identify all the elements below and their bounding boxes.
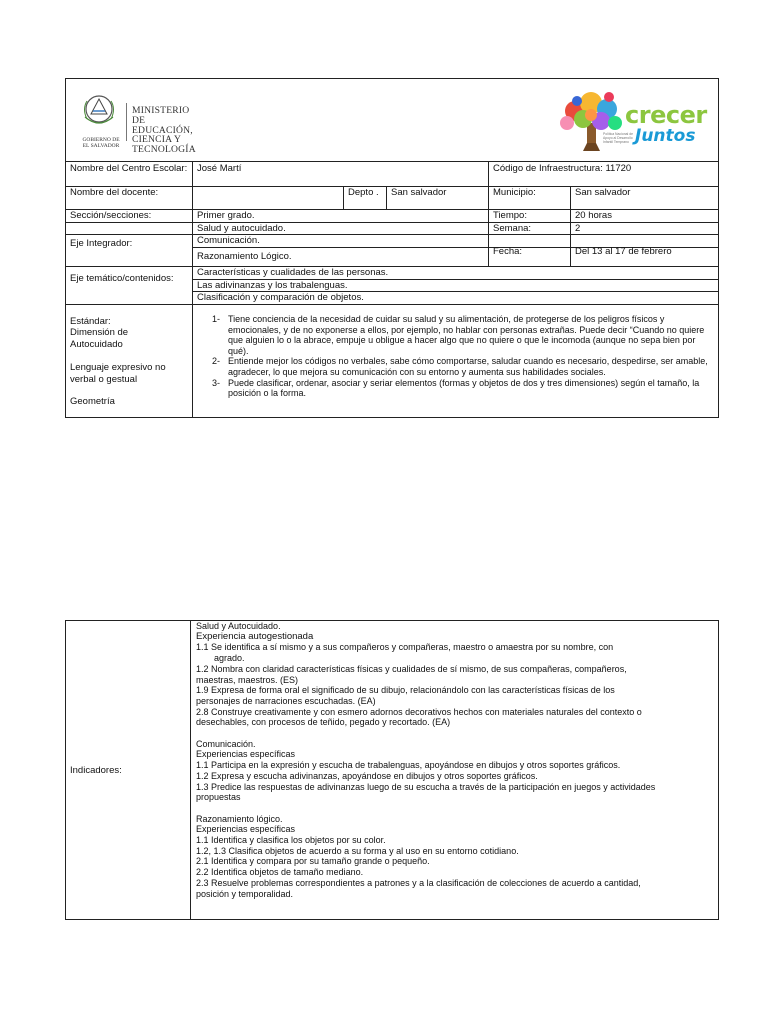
government-line: EL SALVADOR (82, 143, 120, 149)
docente-label: Nombre del docente: (70, 187, 159, 198)
indicator-line: 1.1 Identifica y clasifica los objetos por su color. (196, 835, 386, 846)
eje-integrador-label: Eje Integrador: (70, 238, 133, 249)
crecer-juntos-logo (553, 89, 713, 155)
indicators-content (196, 621, 716, 899)
indicators-table (65, 620, 719, 920)
juntos-wordmark: Juntos (635, 126, 696, 146)
indicator-line: 2.3 Resuelve problemas correspondientes a patrones y a la clasificación de colecciones de acuerdo a cantidad, (196, 877, 641, 888)
indicator-line: personajes de narraciones escuchadas. (EA) (196, 695, 376, 706)
tree-icon (553, 89, 629, 155)
depto-value: San salvador (391, 187, 447, 198)
estandar-label: Dimensión de (70, 327, 129, 338)
crecer-subtext: Política Nacional de Apoyo al Desarrollo Infantil Temprano (603, 132, 633, 144)
indicator-line: 1.9 Expresa de forma oral el significado de su dibujo, relacionándolo con las características físicas de los (196, 685, 615, 696)
indicator-line: desechables, con procesos de teñido, pegado y recortado. (EA) (196, 717, 451, 728)
estandar-label: verbal o gestual (70, 374, 138, 385)
codigo-label: Código de Infraestructura: 11720 (493, 163, 632, 174)
centro-value: José Martí (197, 163, 242, 174)
municipio-value: San salvador (575, 187, 631, 198)
section-heading: Comunicación. (196, 738, 256, 749)
eje-integrador-item: Salud y autocuidado. (197, 223, 286, 234)
estandar-item (212, 314, 712, 356)
indicator-line: 2.2 Identifica objetos de tamaño mediano. (196, 867, 364, 878)
semana-label: Semana: (493, 223, 532, 234)
centro-label: Nombre del Centro Escolar: (70, 163, 188, 174)
indicator-line: posición y temporalidad. (196, 888, 294, 899)
government-line: GOBIERNO DE (82, 137, 120, 143)
estandar-label: Autocuidado (70, 339, 123, 350)
item-number: 3- (212, 377, 221, 388)
indicators-label-cell (66, 621, 191, 919)
item-number: 2- (212, 356, 221, 367)
section-subheading: Experiencias específicas (196, 824, 296, 835)
indicator-line: 1.1 Se identifica a sí mismo y a sus compañeros y compañeras, maestro o amaestra por su nombre, con (196, 642, 614, 653)
estandar-list (212, 314, 712, 399)
municipio-label: Municipio: (493, 187, 536, 198)
section-heading: Salud y Autocuidado. (196, 621, 281, 631)
section-subheading: Experiencia autogestionada (196, 630, 314, 642)
crecer-wordmark: crecer (625, 101, 707, 129)
estandar-label: Geometría (70, 396, 115, 407)
ministry-logo (74, 89, 204, 156)
indicator-line: 2.1 Identifica y compara por su tamaño grande o pequeño. (196, 856, 430, 867)
tiempo-label: Tiempo: (493, 210, 527, 221)
indicator-line: 2.8 Construye creativamente y con esmero adornos decorativos hechos con materiales naturales del contexto o (196, 706, 642, 717)
estandar-label: Lenguaje expresivo no (70, 362, 166, 373)
indicator-line: maestras, maestros. (ES) (196, 674, 299, 685)
planning-table (65, 78, 719, 418)
estandar-label: Estándar: (70, 316, 111, 327)
indicator-line: 1.3 Predice las respuestas de adivinanzas luego de su escucha a través de la participación en juegos y actividades (196, 781, 656, 792)
table-header (66, 79, 718, 161)
item-number: 1- (212, 314, 221, 324)
eje-tematico-item: Las adivinanzas y los trabalenguas. (197, 280, 348, 291)
estandar-item (212, 356, 712, 377)
indicadores-label: Indicadores: (70, 765, 122, 776)
indicator-line: 1.2, 1.3 Clasifica objetos de acuerdo a su forma y al uso en su entorno cotidiano. (196, 845, 519, 856)
indicator-line: propuestas (196, 792, 241, 803)
fecha-value: Del 13 al 17 de febrero (575, 246, 672, 257)
section-subheading: Experiencias específicas (196, 749, 296, 760)
ministry-line: MINISTERIO (132, 105, 190, 116)
indicator-line: 1.2 Nombra con claridad características físicas y cualidades de sí mismo, de sus compañeras, compañeros, (196, 663, 627, 674)
section-heading: Razonamiento lógico. (196, 813, 283, 824)
semana-value: 2 (575, 223, 581, 234)
government-label (76, 137, 126, 149)
ministry-line: CIENCIA Y (132, 134, 182, 146)
seccion-value: Primer grado. (197, 210, 255, 221)
tiempo-value: 20 horas (575, 210, 612, 221)
depto-label: Depto . (348, 187, 379, 198)
eje-integrador-item: Razonamiento Lógico. (197, 251, 292, 262)
ministry-line: DE EDUCACIÓN, (132, 114, 193, 136)
eje-tematico-item: Características y cualidades de las personas. (197, 267, 389, 278)
indicator-line: 1.2 Expresa y escucha adivinanzas, apoyándose en dibujos y otros soportes gráficos. (196, 770, 538, 781)
item-text: Tiene conciencia de la necesidad de cuidar su salud y su alimentación, de protegerse de los peligros físicos y emocionales, y de no exponerse a ellos, por ejemplo, no hablar con personas extrañas. Puede decir “Cuando no quiere que alguien lo o la abrace, empuje u obligue a hacer algo que no quiere o que le incomoda (aunque no sepa bien por qué). (228, 314, 705, 356)
eje-tematico-item: Clasificación y comparación de objetos. (197, 292, 364, 303)
seccion-label: Sección/secciones: (70, 210, 152, 221)
eje-integrador-item: Comunicación. (197, 235, 260, 246)
item-text: Puede clasificar, ordenar, asociar y seriar elementos (formas y objetos de dos y tres dimensiones) según el tamaño, la posición o la forma. (228, 377, 700, 399)
indicator-line: 1.1 Participa en la expresión y escucha de trabalenguas, apoyándose en dibujos y otros soportes gráficos. (196, 760, 621, 771)
item-text: Entiende mejor los códigos no verbales, sabe cómo comportarse, saludar cuando es necesario, despedirse, ser amable, agradecer, lo que mejora su comunicación con su entorno y aumenta sus habilidades sociales. (228, 356, 708, 377)
estandar-item (212, 378, 712, 399)
ministry-name (132, 106, 204, 155)
eje-tematico-label: Eje temático/contenidos: (70, 273, 174, 284)
ministry-line: TECNOLOGÍA (132, 144, 196, 156)
fecha-label: Fecha: (493, 246, 523, 257)
coat-of-arms-icon (74, 89, 124, 137)
indicator-line: agrado. (214, 653, 245, 664)
